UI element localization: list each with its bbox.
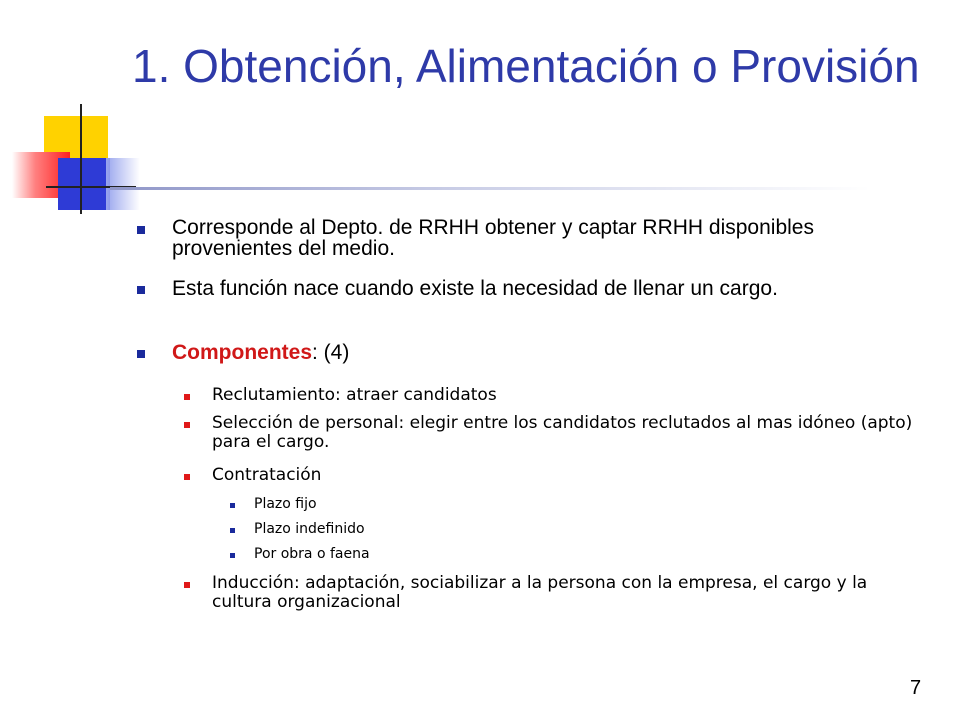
components-heading (172, 342, 349, 363)
crosshair-vertical-line (80, 104, 82, 214)
contract-type-item: Plazo indefinido (254, 521, 365, 537)
components-count: : (4) (312, 341, 350, 364)
sub-bullet-marker (184, 474, 190, 480)
bullet-text: Corresponde al Depto. de RRHH obtener y captar RRHH disponibles provenientes del medio. (172, 216, 814, 260)
sub-sub-bullet-marker (230, 503, 235, 508)
slide-title: 1. Obtención, Alimentación o Provisión (132, 40, 920, 92)
component-item: Reclutamiento: atraer candidatos (212, 385, 497, 405)
bullet-text: Esta función nace cuando existe la necesidad de llenar un cargo. (172, 277, 778, 300)
component-item: Contratación (212, 465, 322, 485)
components-accent: Componentes (172, 341, 313, 364)
colored-squares-logo (0, 0, 140, 230)
page-number: 7 (910, 677, 922, 699)
bullet-marker (137, 350, 145, 358)
title-underline (110, 187, 870, 190)
sub-sub-bullet-marker (230, 528, 235, 533)
sub-sub-bullet-marker (230, 553, 235, 558)
sub-bullet-marker (184, 582, 190, 588)
contract-type-item: Plazo fijo (254, 496, 317, 512)
blue-fade-square (106, 158, 140, 210)
contract-type-item: Por obra o faena (254, 546, 370, 562)
bullet-marker (137, 286, 145, 294)
component-item: Inducción: adaptación, sociabilizar a la persona con la empresa, el cargo y la cultura organizacional (212, 573, 868, 612)
sub-bullet-marker (184, 394, 190, 400)
component-item: Selección de personal: elegir entre los candidatos reclutados al mas idóneo (apto) para el cargo. (212, 413, 913, 452)
sub-bullet-marker (184, 422, 190, 428)
blue-square (58, 158, 110, 210)
bullet-marker (137, 226, 145, 234)
